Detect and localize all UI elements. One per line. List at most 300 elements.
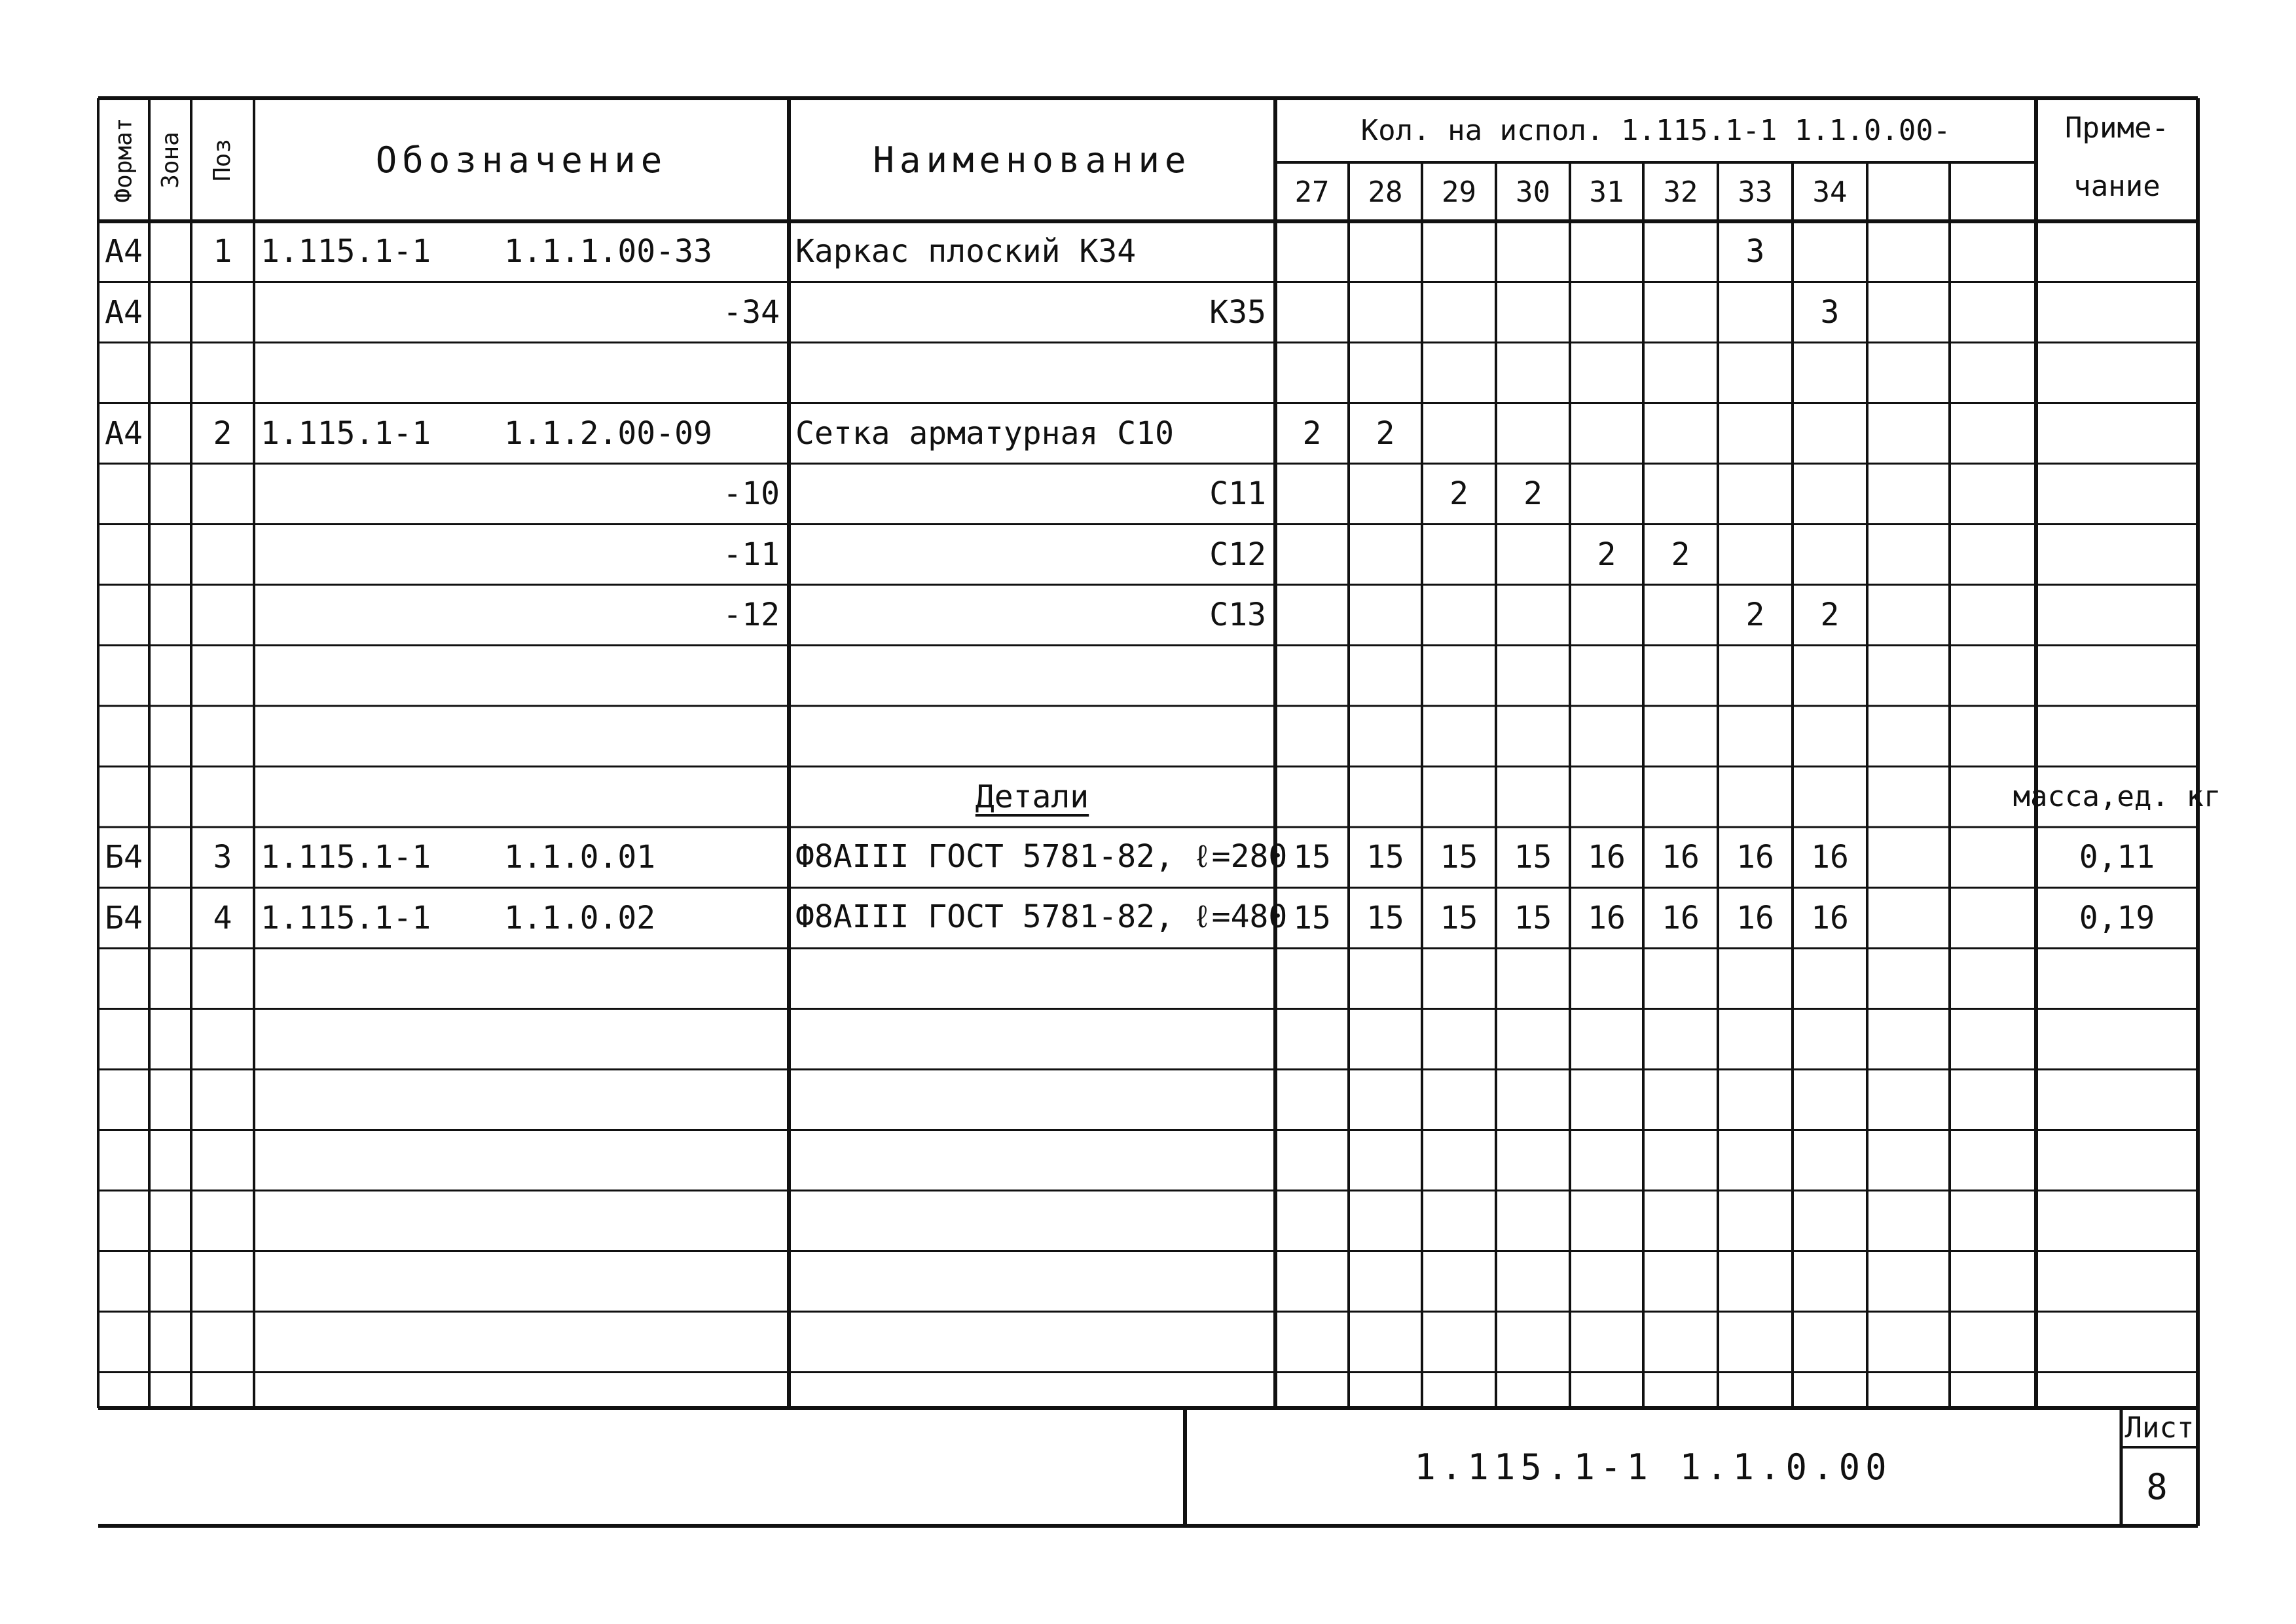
row-qty (1950, 282, 2036, 343)
row-note-text: 0,19 (2079, 899, 2155, 936)
row-qty (1570, 1251, 1643, 1312)
header-variant-text: 33 (1738, 175, 1773, 209)
header-qty-title-text: Кол. на испол. 1.115.1-1 1.1.0.00- (1360, 113, 1951, 147)
row-qty (1793, 948, 1867, 1009)
row-qty (1793, 525, 1867, 585)
row-qty (1950, 342, 2036, 403)
row-qty (1950, 646, 2036, 707)
row-note (2036, 464, 2198, 525)
row-qty (1570, 888, 1643, 949)
row-format (98, 342, 149, 403)
row-qty (1867, 525, 1950, 585)
row-format (98, 1130, 149, 1191)
row-qty (1422, 1312, 1496, 1373)
row-qty (1422, 888, 1496, 949)
row-qty-text: 16 (1736, 839, 1774, 876)
header-variant (1496, 162, 1570, 221)
header-variant (1349, 162, 1422, 221)
header-note-line1-text: Приме- (2065, 111, 2169, 145)
row-designation-code-text: 1.1.1.00-33 (504, 233, 712, 270)
row-qty-text: 3 (1820, 293, 1840, 331)
row-qty (1570, 1009, 1643, 1070)
row-qty (1950, 706, 2036, 767)
header-name-text: Наименование (873, 139, 1192, 181)
row-qty-text: 2 (1449, 475, 1468, 513)
row-qty (1570, 948, 1643, 1009)
row-qty (1643, 403, 1718, 464)
header-variant (1793, 162, 1867, 221)
row-designation-series-text: 1.115.1-1 (261, 899, 431, 936)
row-qty (1643, 585, 1718, 646)
row-qty (1496, 1009, 1570, 1070)
row-qty (1349, 221, 1422, 282)
row-pos (191, 948, 254, 1009)
row-qty (1422, 1009, 1496, 1070)
row-pos (191, 827, 254, 888)
row-qty (1867, 1009, 1950, 1070)
row-name (789, 706, 1275, 767)
row-qty (1349, 706, 1422, 767)
row-designation-series (254, 1069, 498, 1130)
row-qty (1643, 706, 1718, 767)
row-qty (1867, 282, 1950, 343)
header-zone-text: Зона (156, 131, 184, 189)
row-qty (1422, 1130, 1496, 1191)
row-qty (1867, 1130, 1950, 1191)
row-format (98, 585, 149, 646)
row-format (98, 403, 149, 464)
row-designation-series-text: 1.115.1-1 (261, 415, 431, 452)
row-designation-code (498, 948, 789, 1009)
row-designation-code-text: -10 (723, 475, 780, 513)
row-qty-text: 2 (1523, 475, 1542, 513)
row-name (789, 464, 1275, 525)
row-qty (1950, 1069, 2036, 1130)
row-name-text: Ф8АIII ГОСТ 5781-82, ℓ=280 (795, 838, 1288, 875)
row-designation-code-text: -34 (723, 293, 780, 331)
row-qty (1422, 1190, 1496, 1251)
row-qty (1793, 585, 1867, 646)
row-note (2036, 706, 2198, 767)
row-qty (1422, 221, 1496, 282)
row-qty (1950, 221, 2036, 282)
header-variant-text: 30 (1516, 175, 1550, 209)
row-qty (1718, 1251, 1793, 1312)
row-qty (1643, 221, 1718, 282)
row-qty (1718, 1009, 1793, 1070)
row-qty (1643, 1009, 1718, 1070)
row-qty (1275, 342, 1349, 403)
row-qty (1643, 1069, 1718, 1130)
row-designation-series (254, 1251, 498, 1312)
row-designation-code (498, 525, 789, 585)
row-qty (1867, 948, 1950, 1009)
row-qty (1570, 1130, 1643, 1191)
row-qty (1718, 282, 1793, 343)
row-designation-code (498, 585, 789, 646)
row-qty (1867, 585, 1950, 646)
row-name (789, 525, 1275, 585)
row-note (2036, 646, 2198, 707)
row-qty (1643, 1251, 1718, 1312)
header-designation-text: Обозначение (375, 139, 668, 181)
row-name (789, 1251, 1275, 1312)
row-qty-text: 2 (1745, 597, 1765, 634)
row-qty (1349, 646, 1422, 707)
row-qty (1275, 1251, 1349, 1312)
row-qty (1349, 1069, 1422, 1130)
row-pos (191, 646, 254, 707)
header-pos-text: Поз (209, 138, 236, 181)
row-qty (1422, 342, 1496, 403)
row-name-text: Детали (975, 778, 1089, 815)
row-qty (1422, 1251, 1496, 1312)
row-qty (1570, 706, 1643, 767)
row-pos-text: 2 (213, 415, 232, 452)
row-designation-code (498, 403, 789, 464)
header-variant-text: 34 (1812, 175, 1848, 209)
row-format-text: А4 (105, 293, 143, 331)
row-designation-code (498, 342, 789, 403)
row-pos (191, 221, 254, 282)
row-qty (1496, 767, 1570, 828)
row-qty (1867, 1251, 1950, 1312)
row-qty (1349, 1190, 1422, 1251)
header-pos (191, 98, 254, 221)
row-qty (1570, 767, 1643, 828)
row-qty (1275, 827, 1349, 888)
row-qty (1950, 827, 2036, 888)
row-qty (1275, 646, 1349, 707)
row-qty (1718, 464, 1793, 525)
row-qty-text: 16 (1662, 839, 1700, 876)
row-qty (1718, 827, 1793, 888)
row-designation-series (254, 342, 498, 403)
header-variant (1275, 162, 1349, 221)
row-format-text: А4 (105, 233, 143, 270)
row-qty (1496, 1130, 1570, 1191)
row-qty (1867, 646, 1950, 707)
row-format (98, 827, 149, 888)
row-pos (191, 464, 254, 525)
row-qty (1422, 827, 1496, 888)
row-note (2036, 1130, 2198, 1191)
row-qty (1275, 525, 1349, 585)
row-qty (1349, 1009, 1422, 1070)
row-qty (1643, 827, 1718, 888)
header-format (98, 98, 149, 221)
row-qty (1643, 342, 1718, 403)
row-qty (1275, 221, 1349, 282)
row-designation-code (498, 646, 789, 707)
row-qty (1275, 1130, 1349, 1191)
row-qty (1793, 221, 1867, 282)
row-qty (1570, 1069, 1643, 1130)
row-qty-text: 2 (1671, 536, 1690, 573)
row-qty (1793, 403, 1867, 464)
row-designation-code (498, 1251, 789, 1312)
row-qty (1867, 342, 1950, 403)
row-qty (1793, 342, 1867, 403)
row-qty (1496, 827, 1570, 888)
header-variant-text: 28 (1368, 175, 1403, 209)
row-qty (1950, 525, 2036, 585)
row-note (2036, 585, 2198, 646)
row-format (98, 1009, 149, 1070)
row-designation-series (254, 221, 498, 282)
row-qty-text: 15 (1366, 899, 1404, 936)
row-qty (1950, 1130, 2036, 1191)
row-qty (1867, 767, 1950, 828)
row-designation-series (254, 525, 498, 585)
row-pos (191, 1130, 254, 1191)
row-qty (1570, 464, 1643, 525)
row-qty (1950, 1251, 2036, 1312)
row-qty (1496, 525, 1570, 585)
row-designation-code-text: 1.1.2.00-09 (504, 415, 712, 452)
row-format (98, 1312, 149, 1373)
header-variant-text: 27 (1294, 175, 1330, 209)
row-note-text: 0,11 (2079, 839, 2155, 876)
row-qty (1422, 767, 1496, 828)
row-qty (1643, 1130, 1718, 1191)
row-note (2036, 1069, 2198, 1130)
row-qty-text: 15 (1514, 899, 1552, 936)
row-designation-series-text: 1.115.1-1 (261, 839, 431, 876)
row-qty (1643, 948, 1718, 1009)
row-qty (1793, 1251, 1867, 1312)
title-block-document-code (1185, 1408, 2121, 1526)
title-block-sheet-label (2121, 1408, 2198, 1447)
row-designation-code (498, 464, 789, 525)
row-qty (1496, 888, 1570, 949)
row-qty (1349, 1251, 1422, 1312)
row-qty (1793, 646, 1867, 707)
row-pos (191, 1009, 254, 1070)
row-qty (1496, 342, 1570, 403)
row-qty-text: 16 (1811, 839, 1849, 876)
row-name (789, 1312, 1275, 1373)
row-qty (1275, 1009, 1349, 1070)
row-qty (1422, 948, 1496, 1009)
row-name (789, 1130, 1275, 1191)
row-qty (1793, 282, 1867, 343)
row-note (2036, 948, 2198, 1009)
row-pos (191, 585, 254, 646)
title-block-sheet-number-text: 8 (2146, 1466, 2173, 1507)
row-name (789, 1190, 1275, 1251)
row-designation-series (254, 706, 498, 767)
row-qty (1867, 1069, 1950, 1130)
row-qty (1793, 1069, 1867, 1130)
row-qty-text: 15 (1293, 899, 1331, 936)
row-qty (1643, 464, 1718, 525)
row-designation-code (498, 1312, 789, 1373)
row-name (789, 767, 1275, 828)
row-qty (1950, 1312, 2036, 1373)
row-qty (1718, 706, 1793, 767)
row-qty (1950, 948, 2036, 1009)
title-block-sheet-label-text: Лист (2124, 1411, 2195, 1445)
row-qty (1867, 1312, 1950, 1373)
row-qty (1793, 1190, 1867, 1251)
row-format (98, 1190, 149, 1251)
row-name (789, 221, 1275, 282)
row-qty (1349, 1312, 1422, 1373)
row-name (789, 948, 1275, 1009)
row-qty (1349, 342, 1422, 403)
row-qty (1867, 464, 1950, 525)
row-qty (1496, 1190, 1570, 1251)
row-qty (1275, 948, 1349, 1009)
row-pos (191, 282, 254, 343)
row-qty (1496, 1312, 1570, 1373)
row-qty (1867, 1190, 1950, 1251)
row-qty (1867, 403, 1950, 464)
header-variant (1867, 162, 1950, 221)
row-qty (1718, 646, 1793, 707)
row-qty (1570, 525, 1643, 585)
row-qty (1793, 706, 1867, 767)
row-qty (1570, 827, 1643, 888)
title-block-sheet-number (2121, 1447, 2198, 1526)
row-qty (1570, 646, 1643, 707)
row-qty (1718, 1312, 1793, 1373)
row-qty (1793, 1130, 1867, 1191)
row-format-text: А4 (105, 415, 143, 452)
row-name (789, 282, 1275, 343)
row-designation-code (498, 888, 789, 949)
row-pos (191, 342, 254, 403)
row-qty (1718, 342, 1793, 403)
row-qty (1349, 585, 1422, 646)
row-designation-series (254, 1312, 498, 1373)
row-qty (1643, 646, 1718, 707)
row-qty (1422, 403, 1496, 464)
row-designation-code (498, 1069, 789, 1130)
row-qty (1275, 403, 1349, 464)
row-qty (1718, 1190, 1793, 1251)
row-designation-code (498, 827, 789, 888)
row-qty-text: 2 (1597, 536, 1616, 573)
row-designation-series-text: 1.115.1-1 (261, 233, 431, 270)
row-qty (1718, 221, 1793, 282)
row-qty (1349, 888, 1422, 949)
row-note (2036, 888, 2198, 949)
row-qty (1496, 464, 1570, 525)
row-qty (1349, 282, 1422, 343)
header-note-line2-text: чание (2073, 169, 2160, 203)
row-format (98, 1069, 149, 1130)
row-format-text: Б4 (105, 899, 143, 936)
row-qty (1570, 342, 1643, 403)
row-note (2036, 827, 2198, 888)
header-variant-text: 31 (1589, 175, 1624, 209)
row-qty-text: 16 (1662, 899, 1700, 936)
row-designation-series (254, 827, 498, 888)
row-qty (1422, 525, 1496, 585)
row-qty (1718, 767, 1793, 828)
row-qty-text: 15 (1440, 899, 1478, 936)
row-qty-text: 15 (1293, 839, 1331, 876)
row-qty (1950, 888, 2036, 949)
row-qty (1275, 767, 1349, 828)
row-pos (191, 706, 254, 767)
row-format-text: Б4 (105, 839, 143, 876)
row-designation-code-text: -11 (723, 536, 780, 573)
row-pos-text: 4 (213, 899, 232, 936)
row-qty-text: 15 (1440, 839, 1478, 876)
row-qty (1496, 1251, 1570, 1312)
row-format (98, 646, 149, 707)
header-note-line1 (2036, 98, 2198, 157)
row-name (789, 403, 1275, 464)
row-name-text: К35 (1209, 293, 1266, 331)
row-qty (1275, 1190, 1349, 1251)
row-qty (1275, 282, 1349, 343)
row-qty (1422, 282, 1496, 343)
row-qty (1950, 1190, 2036, 1251)
row-name (789, 1009, 1275, 1070)
row-qty (1349, 948, 1422, 1009)
row-qty (1275, 706, 1349, 767)
row-qty (1275, 1312, 1349, 1373)
row-qty (1570, 1190, 1643, 1251)
row-note (2036, 525, 2198, 585)
header-format-text: Формат (110, 117, 137, 203)
header-designation (254, 98, 789, 221)
row-designation-code (498, 1190, 789, 1251)
row-note (2036, 342, 2198, 403)
row-qty (1718, 585, 1793, 646)
row-format (98, 525, 149, 585)
row-name-text: Сетка арматурная С10 (795, 415, 1174, 452)
row-qty-text: 2 (1302, 415, 1322, 452)
row-qty (1349, 827, 1422, 888)
row-designation-code (498, 221, 789, 282)
header-qty-title (1275, 98, 2036, 162)
row-qty (1496, 403, 1570, 464)
row-name (789, 585, 1275, 646)
header-variant (1643, 162, 1718, 221)
row-name (789, 888, 1288, 949)
header-variant (1950, 162, 2036, 221)
row-qty (1718, 1069, 1793, 1130)
row-qty (1349, 464, 1422, 525)
row-qty (1718, 888, 1793, 949)
row-name-text: Каркас плоский К34 (795, 233, 1137, 270)
row-qty (1496, 282, 1570, 343)
row-qty-text: 3 (1745, 233, 1765, 270)
row-qty (1867, 706, 1950, 767)
row-designation-series (254, 888, 498, 949)
row-qty (1422, 585, 1496, 646)
row-name (789, 1069, 1275, 1130)
header-variant-text: 29 (1442, 175, 1476, 209)
row-qty (1349, 525, 1422, 585)
row-qty (1950, 585, 2036, 646)
row-qty (1793, 767, 1867, 828)
row-note (2036, 221, 2198, 282)
header-note-line2 (2036, 151, 2198, 221)
row-note (2036, 1251, 2198, 1312)
row-pos (191, 1251, 254, 1312)
row-name-text: Ф8АIII ГОСТ 5781-82, ℓ=480 (795, 898, 1288, 936)
row-pos (191, 767, 254, 828)
row-name (789, 342, 1275, 403)
row-qty (1793, 464, 1867, 525)
row-qty (1496, 585, 1570, 646)
